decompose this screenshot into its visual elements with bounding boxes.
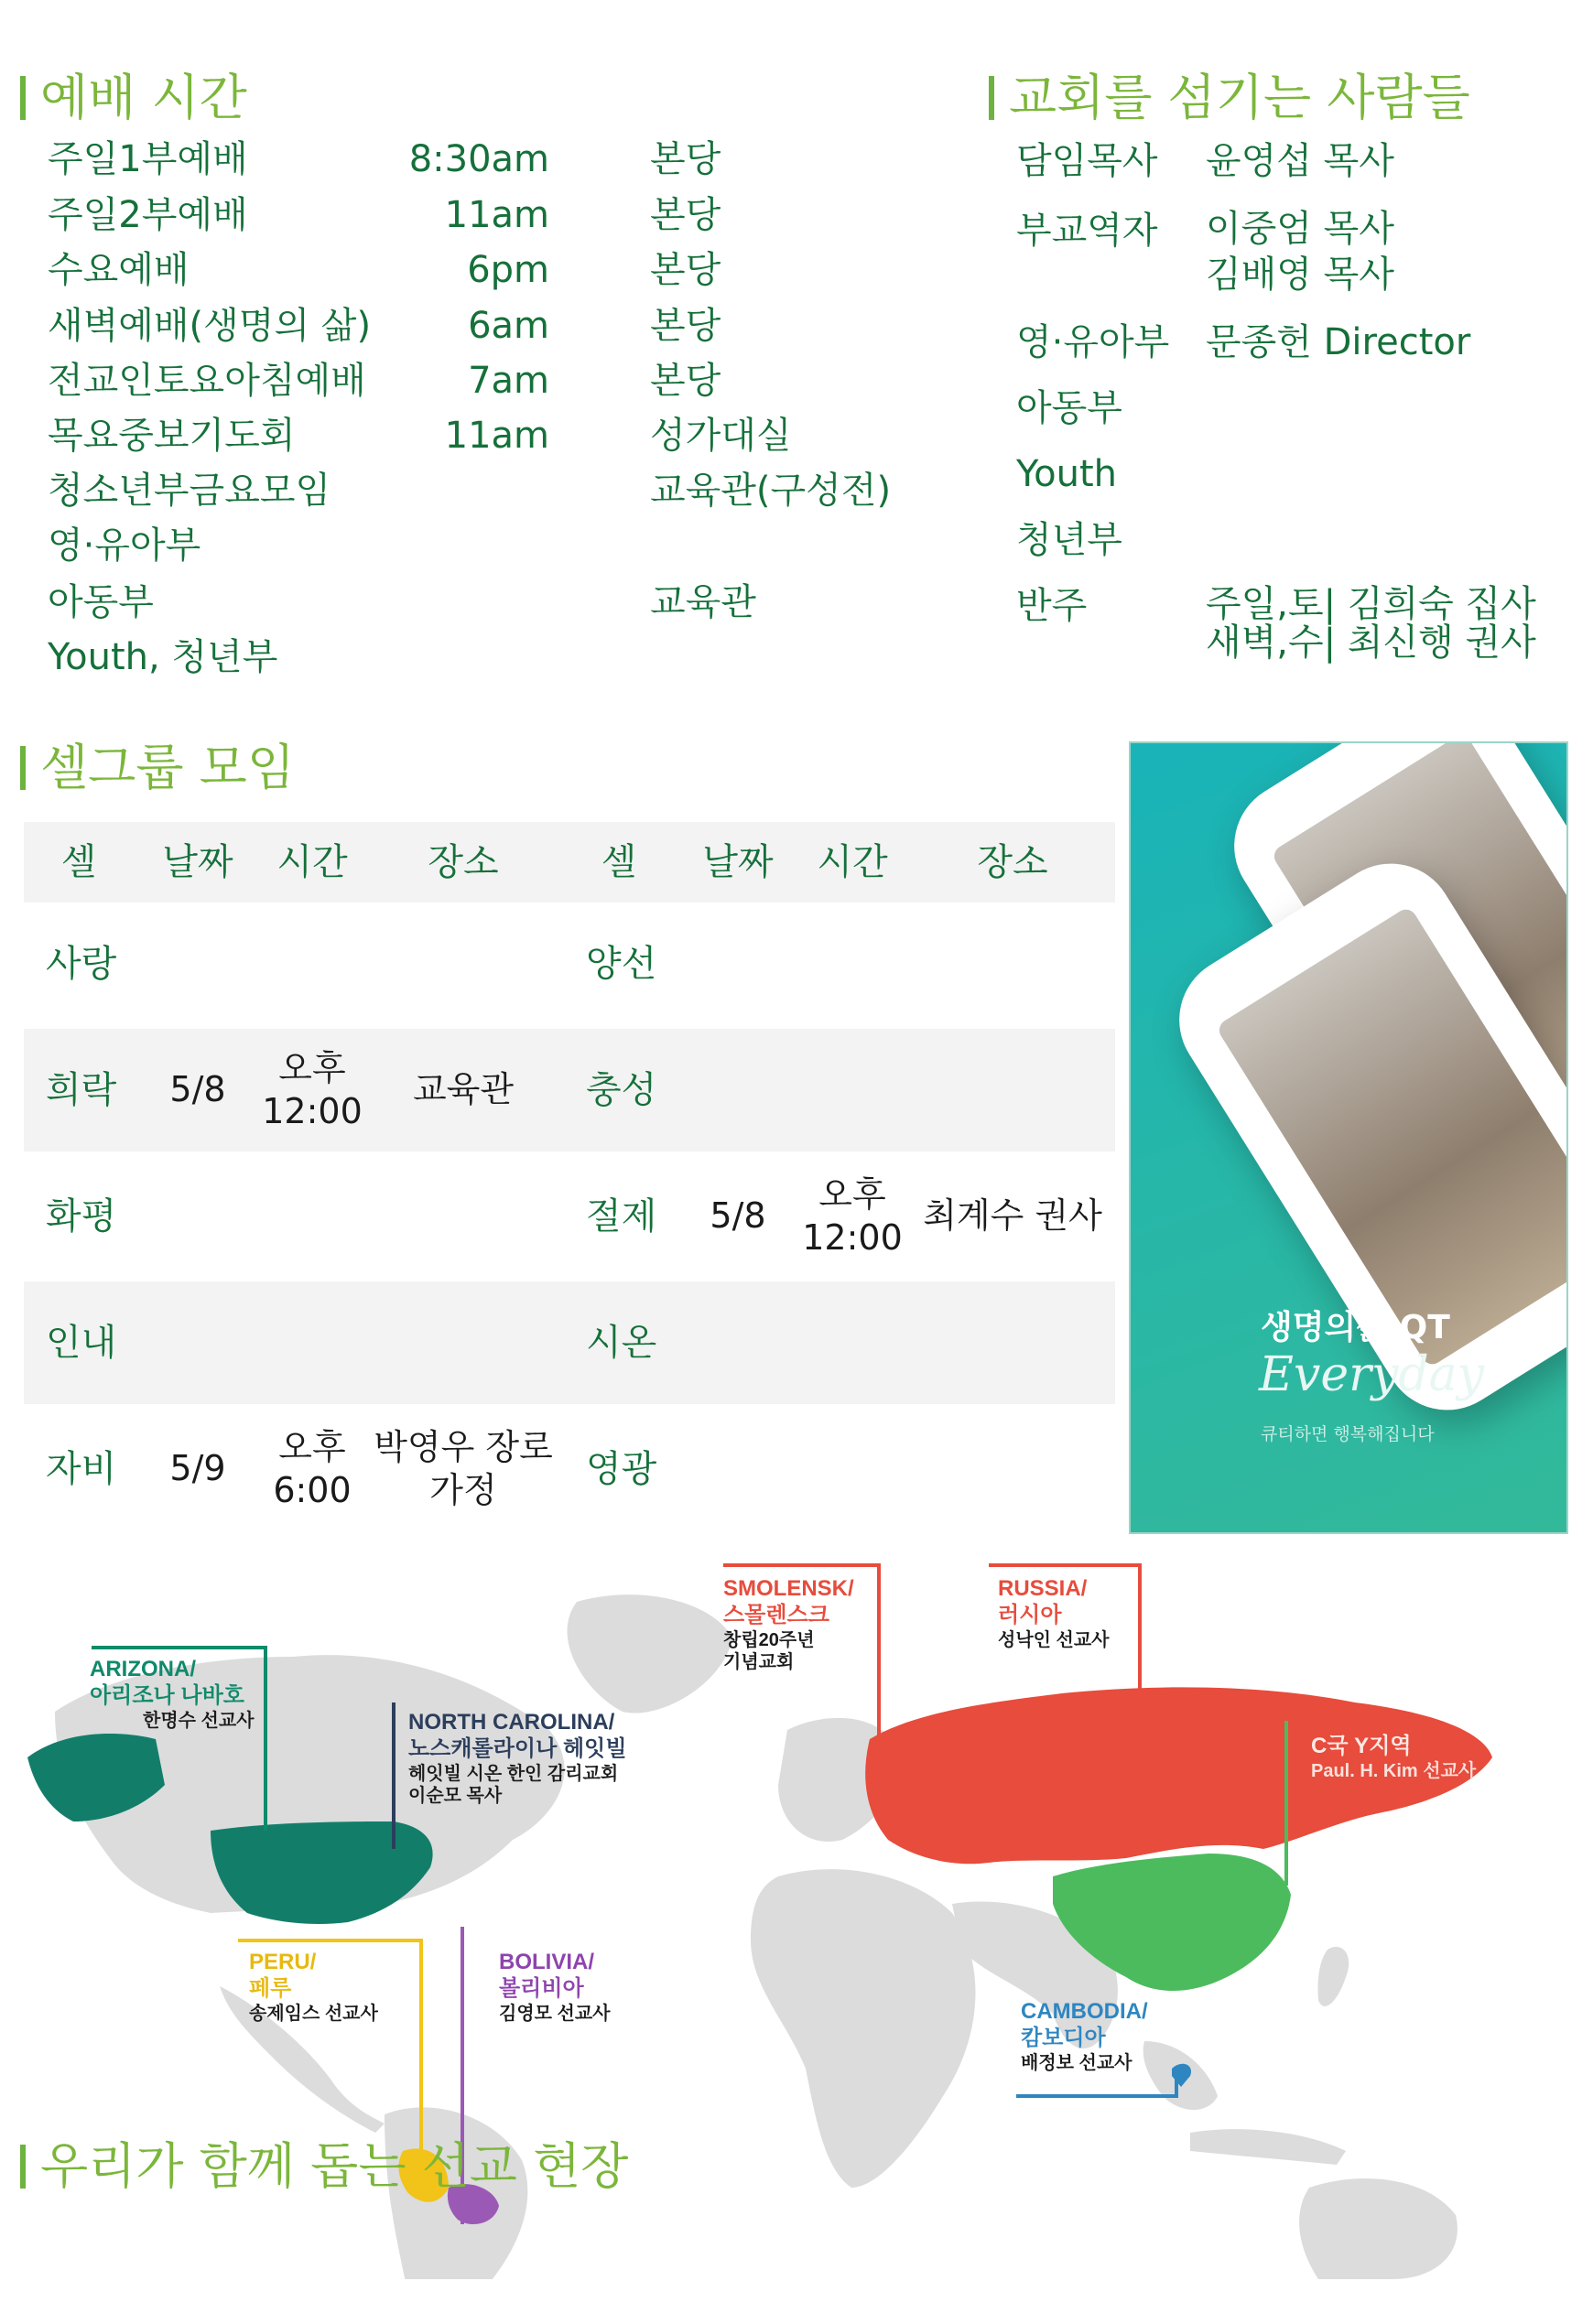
- staff-role: 아동부: [1016, 387, 1122, 429]
- cell-place: [912, 1281, 1113, 1404]
- cell-name: 희락: [46, 1069, 117, 1111]
- label-who: 송제임스 선교사: [249, 2003, 378, 2024]
- label-ko: 러시아: [998, 1602, 1062, 1627]
- cell-name: 시온: [586, 1322, 657, 1364]
- cell-date: [683, 1029, 793, 1151]
- title-bar: [20, 2145, 26, 2189]
- staff-role: 반주: [1016, 585, 1088, 627]
- mission-title-text: 우리가 함께 돕는 선교 현장: [40, 2137, 629, 2195]
- worship-name: Youth, 청년부: [48, 636, 278, 678]
- label-ko: 페루: [249, 1975, 292, 2001]
- staff-name: 주일,토| 김희숙 집사: [1206, 583, 1536, 625]
- label-peru: [249, 1950, 378, 2025]
- label-ko: 캄보디아: [1021, 2025, 1106, 2050]
- cell-time: 오후 12:00: [262, 1047, 363, 1131]
- label-who: 김영모 선교사: [499, 2003, 611, 2024]
- staff-role: 영·유아부: [1016, 321, 1170, 363]
- worship-place: 본당: [650, 249, 721, 291]
- title-bar: [20, 746, 26, 790]
- cell-date: 5/9: [169, 1448, 226, 1489]
- staff-name: 문종헌 Director: [1206, 321, 1471, 363]
- cell-place: 교육관: [412, 1069, 515, 1110]
- label-smolensk: [723, 1576, 854, 1673]
- worship-name: 새벽예배(생명의 삶): [48, 305, 372, 347]
- cell-time: 오후 12:00: [802, 1173, 903, 1258]
- cell-place: 최계수 권사: [923, 1195, 1102, 1237]
- column-header: 셀: [601, 841, 637, 883]
- cell-place: [372, 1155, 555, 1278]
- cell-date: [143, 915, 253, 1012]
- cell-date: [143, 1155, 253, 1278]
- label-who: 성낙인 선교사: [998, 1629, 1110, 1650]
- cell-date: 5/8: [710, 1195, 766, 1237]
- title-bar: [20, 76, 26, 120]
- worship-name: 청소년부금요모임: [48, 470, 331, 512]
- cell-date: [683, 915, 793, 1012]
- column-header: 장소: [977, 841, 1048, 883]
- label-cambodia: [1021, 1999, 1148, 2074]
- column-header: 날짜: [162, 841, 233, 883]
- cell-name: 양선: [586, 943, 657, 985]
- label-russia: [998, 1576, 1109, 1651]
- worship-time: 6pm: [467, 249, 549, 291]
- title-bar: [989, 76, 994, 120]
- table-row: [24, 1029, 1115, 1151]
- worship-place: 본당: [650, 305, 721, 347]
- cell-name: 영광: [586, 1448, 657, 1490]
- label-bolivia: [499, 1950, 610, 2025]
- cell-table-header: [24, 822, 1115, 903]
- label-who: Paul. H. Kim 선교사: [1311, 1760, 1477, 1781]
- staff-role: 부교역자: [1016, 210, 1158, 252]
- label-who: 한명수 선교사: [143, 1710, 255, 1731]
- worship-section-title: [20, 69, 247, 126]
- staff-role: 담임목사: [1016, 140, 1158, 182]
- table-row: [24, 915, 1115, 1012]
- cell-time: [793, 1029, 912, 1151]
- worship-place: 본당: [650, 360, 721, 402]
- cell-name: 충성: [586, 1069, 657, 1111]
- label-ko: 볼리비아: [499, 1975, 584, 2001]
- worship-name: 아동부: [48, 581, 154, 623]
- qt-title: 생명의삶 QT: [1261, 1309, 1450, 1346]
- label-ko: 노스캐롤라이나 헤잇빌: [408, 1735, 627, 1761]
- worship-title-text: 예배 시간: [40, 69, 247, 126]
- label-ko: 아리조나 나바호: [90, 1682, 244, 1708]
- cell-time: [253, 1281, 372, 1404]
- cell-date: 5/8: [169, 1069, 226, 1110]
- column-header: 시간: [276, 841, 348, 883]
- worship-name: 주일2부예배: [48, 194, 248, 236]
- column-header: 셀: [60, 841, 97, 883]
- worship-place: 교육관: [650, 581, 756, 623]
- staff-role: Youth: [1016, 453, 1117, 495]
- label-en: RUSSIA/: [998, 1576, 1088, 1601]
- cell-name: 자비: [46, 1448, 117, 1490]
- label-en: BOLIVIA/: [499, 1950, 595, 1974]
- table-row: [24, 1281, 1115, 1404]
- region-usa: [211, 1821, 433, 1924]
- label-north-carolina: [408, 1710, 627, 1807]
- qt-promo-card: [1129, 741, 1568, 1534]
- cell-time: [793, 1281, 912, 1404]
- cell-name: 인내: [46, 1322, 117, 1364]
- cell-time: [253, 1155, 372, 1278]
- label-en: SMOLENSK/: [723, 1576, 854, 1601]
- cell-date: [683, 1408, 793, 1530]
- worship-place: 성가대실: [650, 415, 792, 457]
- worship-name: 영·유아부: [48, 524, 201, 567]
- staff-title-text: 교회를 섬기는 사람들: [1009, 69, 1470, 126]
- worship-name: 주일1부예배: [48, 138, 248, 180]
- cell-time: [793, 915, 912, 1012]
- label-who: 배정보 선교사: [1021, 2052, 1132, 2073]
- cell-place: [372, 1281, 555, 1404]
- cell-place: 박영우 장로 가정: [374, 1426, 553, 1510]
- table-row: [24, 1155, 1115, 1278]
- cell-title-text: 셀그룹 모임: [40, 739, 295, 796]
- cell-date: [683, 1281, 793, 1404]
- cell-section-title: [20, 739, 295, 796]
- worship-time: 8:30am: [408, 138, 549, 180]
- label-who: 창립20주년 기념교회: [723, 1629, 815, 1672]
- label-en: PERU/: [249, 1950, 317, 1974]
- label-ko: 스몰렌스크: [723, 1602, 829, 1627]
- table-row: [24, 1408, 1115, 1530]
- staff-role: 청년부: [1016, 519, 1122, 561]
- label-en: CAMBODIA/: [1021, 1999, 1148, 2024]
- label-c-region: [1311, 1734, 1476, 1782]
- qt-script: Everyday: [1259, 1347, 1485, 1402]
- cell-place: [912, 915, 1113, 1012]
- staff-name: 윤영섭 목사: [1206, 140, 1394, 182]
- staff-name: 이중엄 목사: [1206, 208, 1394, 250]
- cell-place: [912, 1029, 1113, 1151]
- cell-place: [372, 915, 555, 1012]
- label-en: NORTH CAROLINA/: [408, 1710, 615, 1735]
- column-header: 장소: [428, 841, 499, 883]
- label-arizona: [90, 1657, 254, 1732]
- cell-name: 사랑: [46, 943, 117, 985]
- worship-name: 목요중보기도회: [48, 415, 296, 457]
- cell-name: 화평: [46, 1195, 117, 1238]
- cell-date: [143, 1281, 253, 1404]
- cell-time: [793, 1408, 912, 1530]
- column-header: 시간: [817, 841, 888, 883]
- staff-name: 김배영 목사: [1206, 254, 1394, 296]
- worship-place: 교육관(구성전): [650, 470, 892, 512]
- staff-name: 새벽,수| 최신행 권사: [1206, 622, 1536, 664]
- worship-time: 11am: [444, 194, 549, 236]
- cell-time: 오후 6:00: [273, 1426, 352, 1510]
- worship-name: 전교인토요아침예배: [48, 360, 366, 402]
- cell-place: [912, 1408, 1113, 1530]
- worship-time: 11am: [444, 415, 549, 457]
- label-en: ARIZONA/: [90, 1657, 196, 1681]
- column-header: 날짜: [702, 841, 774, 883]
- worship-place: 본당: [650, 138, 721, 180]
- mission-section-title: [20, 2137, 629, 2195]
- label-who: 헤잇빌 시온 한인 감리교회 이순모 목사: [408, 1763, 619, 1806]
- worship-time: 7am: [468, 360, 549, 402]
- worship-place: 본당: [650, 194, 721, 236]
- staff-section-title: [989, 69, 1470, 126]
- qt-subtitle: 큐티하면 행복해집니다: [1261, 1424, 1435, 1444]
- worship-time: 6am: [468, 305, 549, 347]
- label-en: C국 Y지역: [1311, 1734, 1412, 1758]
- worship-name: 수요예배: [48, 249, 190, 291]
- cell-time: [253, 915, 372, 1012]
- cell-name: 절제: [586, 1195, 657, 1238]
